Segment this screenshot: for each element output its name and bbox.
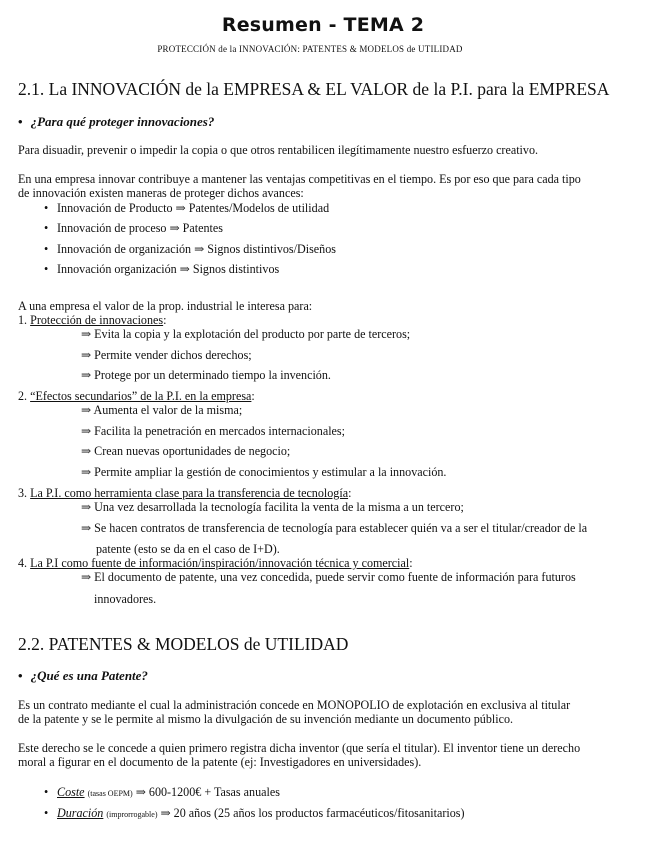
bullet-icon: •	[44, 201, 49, 215]
paragraph-line: Este derecho se le concede a quien primero registra dicha inventor (que sería el titular). El inventor tiene un derecho	[18, 741, 581, 755]
paragraph-line: de innovación existen maneras de proteger dichos avances:	[18, 186, 304, 200]
bullet-icon: •	[44, 262, 49, 276]
bullet-icon: •	[18, 114, 23, 129]
section-heading-2-1: 2.1. La INNOVACIÓN de la EMPRESA & EL VALOR de la P.I. para la EMPRESA	[18, 79, 610, 99]
list-item-cost: • Coste (tasas OEPM) ⇒ 600-1200€ + Tasas anuales	[44, 785, 280, 799]
list-item: • Innovación de organización ⇒ Signos distintivos/Diseños	[44, 242, 336, 256]
list-item: ⇒ Se hacen contratos de transferencia de tecnología para establecer quién va a ser el titular/creador de la	[81, 521, 588, 535]
numbered-item-4: 4. La P.I como fuente de información/inspiración/innovación técnica y comercial:	[18, 556, 413, 570]
list-item: ⇒ Una vez desarrollada la tecnología facilita la venta de la misma a un tercero;	[81, 500, 464, 514]
list-item: • Innovación organización ⇒ Signos distintivos	[44, 262, 280, 276]
list-item: ⇒ Aumenta el valor de la misma;	[81, 403, 243, 417]
list-item: ⇒ Facilita la penetración en mercados internacionales;	[81, 424, 345, 438]
document-title: Resumen - TEMA 2	[221, 14, 425, 36]
bullet-icon: •	[44, 242, 49, 256]
paragraph-line: moral a figurar en el documento de la patente (ej: Investigadores en universidades).	[18, 755, 422, 769]
list-item: ⇒ Protege por un determinado tiempo la invención.	[81, 368, 331, 382]
numbered-item-3: 3. La P.I. como herramienta clase para la transferencia de tecnología:	[18, 486, 352, 500]
bullet-icon: •	[44, 785, 49, 799]
document-subtitle: PROTECCIÓN de la INNOVACIÓN: PATENTES & MODELOS de UTILIDAD	[157, 44, 463, 54]
question-text: ¿Para qué proteger innovaciones?	[30, 114, 215, 129]
list-item: ⇒ Permite ampliar la gestión de conocimientos y estimular a la innovación.	[81, 465, 447, 479]
list-item-duration: • Duración (improrrogable) ⇒ 20 años (25 años los productos farmacéuticos/fitosanitarios)	[44, 806, 465, 820]
bullet-icon: •	[18, 668, 23, 683]
question-text: ¿Qué es una Patente?	[30, 668, 148, 683]
question-what-is-patent	[18, 668, 148, 684]
question-why-protect	[18, 114, 214, 130]
bullet-icon: •	[44, 221, 49, 235]
paragraph-line: Es un contrato mediante el cual la administración concede en MONOPOLIO de explotación en exclusiva al titular	[18, 698, 571, 712]
paragraph-line: En una empresa innovar contribuye a mantener las ventajas competitivas en el tiempo. Es por eso que para cada tipo	[18, 172, 581, 186]
list-item: ⇒ Evita la copia y la explotación del producto por parte de terceros;	[81, 327, 411, 341]
list-item: ⇒ Permite vender dichos derechos;	[81, 348, 252, 362]
list-item-continuation: innovadores.	[94, 592, 157, 606]
numbered-item-1: 1. Protección de innovaciones:	[18, 313, 167, 327]
list-item-continuation: patente (esto se da en el caso de I+D).	[96, 542, 280, 556]
paragraph-line: de la patente y se le permite al mismo la divulgación de su invención mediante un documento público.	[18, 712, 514, 726]
list-item: • Innovación de Producto ⇒ Patentes/Modelos de utilidad	[44, 201, 330, 215]
list-item: ⇒ El documento de patente, una vez concedida, puede servir como fuente de información para futuros	[81, 570, 576, 584]
paragraph: Para disuadir, prevenir o impedir la copia o que otros rentabilicen ilegítimamente nuestro esfuerzo creativo.	[18, 143, 539, 157]
section-heading-2-2: 2.2. PATENTES & MODELOS de UTILIDAD	[18, 634, 349, 654]
bullet-icon: •	[44, 806, 49, 820]
numbered-item-2: 2. “Efectos secundarios” de la P.I. en la empresa:	[18, 389, 255, 403]
paragraph: A una empresa el valor de la prop. industrial le interesa para:	[18, 299, 313, 313]
list-item: ⇒ Crean nuevas oportunidades de negocio;	[81, 444, 291, 458]
list-item: • Innovación de proceso ⇒ Patentes	[44, 221, 223, 235]
